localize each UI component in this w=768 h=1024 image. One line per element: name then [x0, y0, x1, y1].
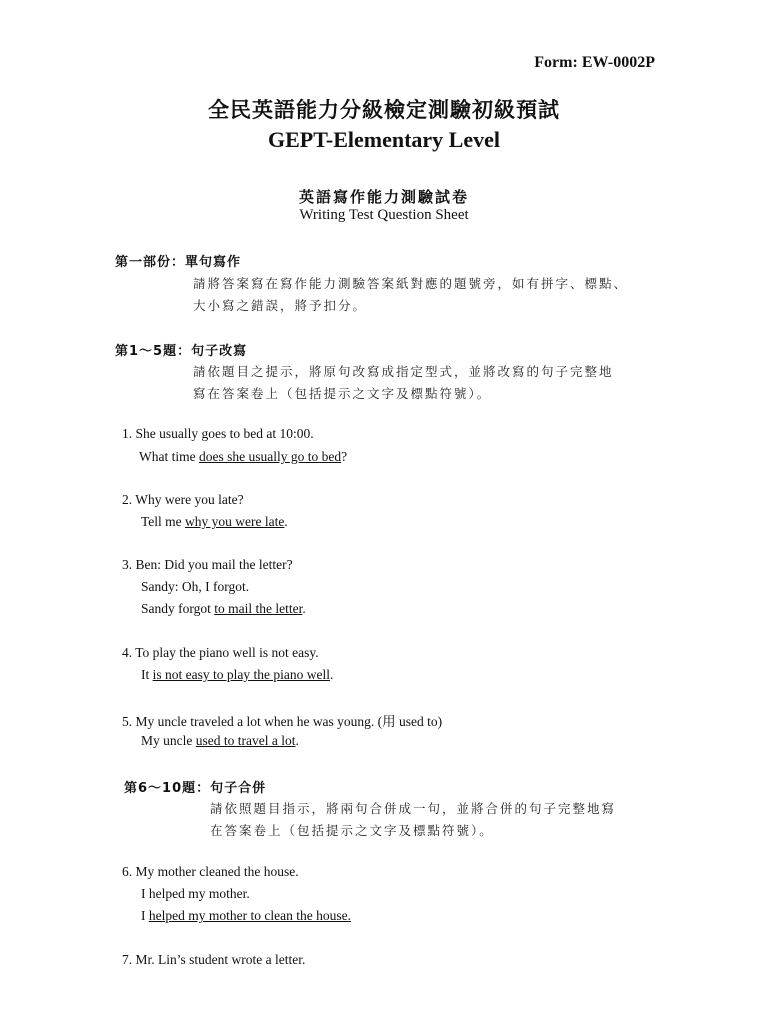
question-1-prefix: What time: [139, 449, 199, 464]
question-2-prefix: Tell me: [141, 514, 186, 529]
title-chinese: 全民英語能力分級檢定測驗初級預試: [208, 98, 560, 122]
question-4-prompt: 4. To play the piano well is not easy.: [122, 645, 319, 660]
question-6-prefix: I: [141, 908, 149, 923]
question-3-answer: to mail the letter: [214, 601, 303, 616]
part1-heading: 第一部份：單句寫作: [115, 255, 242, 270]
question-4-prefix: It: [141, 667, 153, 682]
question-1-answer: does she usually go to bed: [198, 449, 342, 464]
question-4-answer: is not easy to play the piano well: [152, 667, 330, 682]
question-3-prefix: Sandy forgot: [141, 601, 215, 616]
part1-instruction-line1: 請將答案寫在寫作能力測驗答案紙對應的題號旁，如有拼字、標點、: [193, 276, 629, 291]
question-2-prompt: 2. Why were you late?: [122, 492, 244, 507]
form-code: Form: EW-0002P: [534, 54, 655, 71]
question-3-dialogue: Sandy: Oh, I forgot.: [141, 579, 250, 594]
question-2-answer: why you were late: [185, 514, 285, 529]
question-3-prompt: 3. Ben: Did you mail the letter?: [122, 557, 293, 572]
part1-instruction-line2: 大小寫之錯誤，將予扣分。: [193, 298, 368, 313]
section-1-5-instruction-line2: 寫在答案卷上（包括提示之文字及標點符號）。: [193, 386, 492, 401]
question-5-answer-line: [141, 733, 299, 749]
question-6-second-sentence: I helped my mother.: [141, 886, 250, 901]
section-6-10-instruction-line2: 在答案卷上（包括提示之文字及標點符號）。: [210, 823, 494, 838]
question-5-answer: used to travel a lot: [195, 733, 296, 748]
question-3-answer-line: [141, 601, 306, 617]
question-5-prefix: My uncle: [141, 733, 196, 748]
subtitle-chinese: 英語寫作能力測驗試卷: [298, 188, 469, 206]
question-1-answer-line: [139, 449, 347, 465]
question-1-prompt: 1. She usually goes to bed at 10:00.: [122, 426, 314, 441]
question-1-suffix: ?: [341, 449, 348, 464]
question-3-suffix: .: [302, 601, 306, 616]
question-4-answer-line: [141, 667, 333, 683]
question-4-suffix: .: [329, 667, 334, 682]
question-7-prompt: 7. Mr. Lin’s student wrote a letter.: [122, 952, 306, 967]
question-5-prompt: 5. My uncle traveled a lot when he was young. (用 used to): [122, 714, 443, 729]
subtitle-english: Writing Test Question Sheet: [299, 207, 469, 223]
question-2-answer-line: [141, 514, 288, 530]
section-6-10-heading: 第6～10題：句子合併: [124, 781, 267, 796]
question-6-prompt: 6. My mother cleaned the house.: [122, 864, 299, 879]
question-6-answer-line: [141, 908, 351, 924]
question-2-suffix: .: [284, 514, 288, 529]
section-6-10-instruction-line1: 請依照題目指示，將兩句合併成一句，並將合併的句子完整地寫: [210, 801, 617, 816]
section-1-5-instruction-line1: 請依題目之提示，將原句改寫成指定型式，並將改寫的句子完整地: [193, 364, 614, 379]
section-1-5-heading: 第1～5題：句子改寫: [115, 344, 248, 359]
title-english: GEPT-Elementary Level: [268, 127, 500, 152]
question-5-suffix: .: [295, 733, 299, 748]
question-6-answer: helped my mother to clean the house.: [148, 908, 351, 923]
